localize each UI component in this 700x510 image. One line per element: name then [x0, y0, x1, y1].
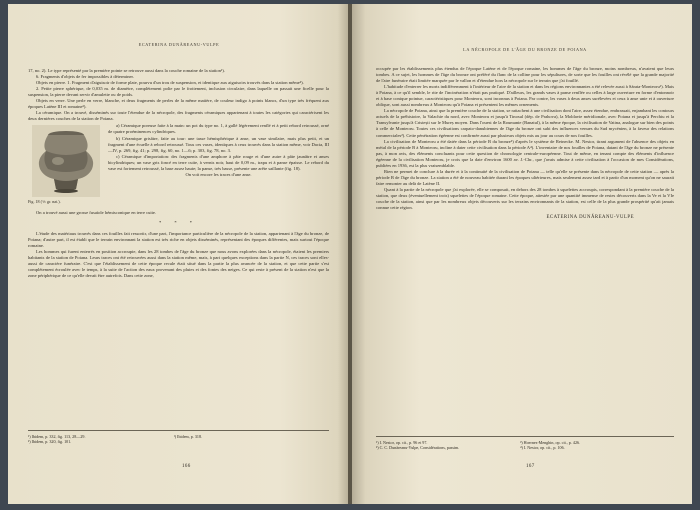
paragraph: On voit encore les traces d'une anse.	[185, 171, 252, 177]
figure-block	[28, 123, 329, 209]
paragraph: Rien ne permet de conclure à la durée et à la continuité de la civilisation de Poiana — telle qu'elle se présente dans la nécropole de cette station — après la période B de l'âge du bronze. La station a été de nouveau habitée durant les époques ultérieures, mais seulement assez tard et à partir d'un moment qu'on ne saurait faire remonter au delà de Latène II.	[376, 168, 674, 186]
paragraph: 17, no. 2). Le type représenté par la première pointe se retrouve aussi dans la couche romaine de la station¹).	[28, 68, 225, 73]
footnotes-right-page	[376, 436, 674, 451]
vessel-figure-image	[32, 125, 100, 197]
footnote: ²) C. C. Dunăreanu-Vulpe, Considérations, passim.	[376, 445, 460, 451]
running-head-right: LA NÉCROPOLE DE L'ÂGE DU BRONZE DE POIANA	[463, 47, 587, 52]
paragraph: a) Céramique poreuse faite à la main: un pot du type no. 1, à gallé légèrement renflé et à petit rebord retroussé, orné de quatre proéminences cylindriques.	[108, 123, 329, 135]
paragraph: On a trouvé aussi une grosse fusaïole hémisconique en terre cuite.	[36, 210, 157, 216]
footnote-column	[174, 434, 318, 439]
paragraph: La céramique. On a trouvé, disséminés sur toute l'étendue de la nécropole, des fragments céramiques appartenant à toutes les catégories qui caractérisent les deux dernières couches de la station de Poiana.	[28, 110, 329, 122]
book-spread	[8, 4, 692, 504]
paragraph: Les hommes qui furent enterrés en position accroupie, dans les 28 tombes de l'âge du bronze que nous avons explorées dans la nécropole, étaient les premiers habitants de la station de Poiana. Leurs traces ont été retrouvées aussi dans la station même, mais, à part quelques exceptions dans la partie N, ces traces sont elles-aussi de caractère funéraire. C'est que l'établissement de cette époque recule était situé dans la partie la plus avancée de la station, et que cette partie s'est complètement écroulée avec le temps, à la suite de l'action des eaux provenant des pluies et des fontes des neiges. Ce qui reste à présent de la station n'est que la zone périphérique de ce qu'elle devait être autrefois. Dans cette zone,	[28, 248, 329, 278]
paragraph: 2. Petite pierre sphérique, de 0,035 m. de diamètre, complètement polie par le frottement, inclusion circulaire, dans laquelle on passait une ficelle pour la suspension, la pierre devant servir d'amulette ou de poids.	[28, 86, 329, 98]
paragraph: Objets en pierre. 1. Fragment d'aiguisoir de forme plate, pourvu d'un trou de suspension, et identique aux aiguisoirs trouvés dans la station même²).	[36, 80, 304, 86]
paragraph: L'habitude d'enterrer les morts indifféremment à l'intérieur de l'aire de la station et dans les régions environnantes a été relevée aussi à Sărata-Monteoru¹). Mais à Poiana, à ce qu'il semble, le rite de l'incinération n'était pas pratiqué. D'ailleurs, les grands vases à panse renflée ou celles à large ouverture en forme d'entonnoir et à base conique pointue, caractéristiques pour Monteoru, sont inconnus à Poiana. Par contre, les vases à deux anses surélevées et ceux à anse unie et à ouverture oblique, sont aussi nombreux à Monteoru qu'à Poiana et présentent les mêmes ornements.	[376, 84, 674, 108]
paragraph: c) Céramique d'importation: des fragments d'une amphore à pâte rouge et d'une autre à pâte jaunâtre et anses bicylindriques; un vase gris foncé en terre cuite, à vernis noir, haut de 0,09 m., trapu et à panse épaisse. Le rebord du vase est fortement retroussé, la base assez haute; la panse, très basse, présente une arête saillante (fig. 18).	[108, 153, 329, 171]
running-head-left: ECATERINA DUNĂREANU-VULPE	[138, 42, 220, 47]
footnote: ²) Ibidem, p. 320, fig. 101.	[28, 439, 72, 445]
paragraph: 6. Fragments d'objets de fer impossibles à déterminer.	[36, 74, 134, 80]
footnotes-left-page	[28, 430, 329, 445]
left-page	[8, 4, 348, 504]
left-text-column	[28, 68, 329, 279]
footnote: ¹) I. Nestor, op. cit., p. 96 et 97.	[376, 440, 428, 445]
footnote-column	[376, 440, 519, 451]
page-number-right: 167	[526, 464, 535, 469]
page-number-left: 166	[182, 464, 191, 469]
right-text-column	[376, 66, 674, 221]
paragraph: La civilisation de Monteoru a été datée dans la période B du bronze³) d'après le système de Reinecke. M. Nestor, tirant argument de l'absence des objets en métal de la période B à Monteoru, incline à dater cette civilisation dans la période A⁴). L'inventaire de nos fouilles de Poiana, datant de l'âge du bronze ne présente pas, à mon avis, des éléments concluants pour cette question de chronologie centrale-européenne. Tout de même, en tenant compte des éléments d'influence égéenne de la civilisation Monteoru, je crois que la date d'environ 1600 av. J.-Chr., que j'avais admise à cette civilisation à l'occasion de mes Considérations, publiées en 1936, est la plus vraisemblable.	[376, 138, 674, 168]
paragraph: L'étude des matériaux trouvés dans ces fouilles fait ressortir, d'une part, l'importance particulière de la nécropole de la station, appartenant à l'âge du bronze, de Poiana; d'autre part, il est établi que le terrain environnant la station est très riche en objets disséminés, représentant des époques différentes, mais surtout l'époque romaine.	[28, 230, 329, 248]
footnote: ³) Hoernes-Menghin, op. cit., p. 426.	[520, 440, 581, 445]
figure-side-text	[108, 123, 329, 177]
paragraph: La nécropole de Poiana, ainsi que la première couche de la station, se rattachent à une civilisation dont l'aire, assez étendue, embrassait, enjambant les contours actuels de la préhistoire, la Valachie du nord, avec Monteoru et jusqu'à Tinosul (dép. de Prahova), la Moldavie méridionale, avec Poiana et jusqu'à Perchiu et la Transylvanie jusqu'à Cristești sur le Mureș moyen. Dans l'ouest de la Roumanie (Banatul), à la même époque, la civilisation de Vatina, analogue sur bien des points à celle de Monteoru. Toutes ces civilisations carpato-danubiennes de l'âge du bronze ont subi des influences venues du Sud mycénien, à la faveur des relations commerciales²). Cette pénétration égéenne est confirmée aussi par plusieurs objets mis au jour au cours de nos fouilles.	[376, 108, 674, 138]
footnote-column	[520, 440, 663, 451]
figure-caption: Fig. 18 (⅗ gr. nat.).	[28, 199, 61, 205]
footnote: ¹) Ibidem, p. 332, fig. 113, 28—29.	[28, 434, 86, 439]
section-separator: * * *	[158, 220, 199, 226]
footnote: ⁴) I. Nestor, op. cit., p. 106.	[520, 445, 565, 451]
author-signature: ECATERINA DUNĂREANU-VULPE	[546, 215, 634, 221]
footnote-column	[28, 434, 172, 445]
paragraph: occupée par les établissements plus étendus de l'époque Latène et de l'époque romaine, les hommes de l'âge du bronze, moins nombreux, n'avaient que leurs tombes. A ce sujet, les hommes de l'âge du bronze ont préféré du flanc de la colline pour les sépultures, de sorte que les fouilles ont révélé que la grande majorité de l'aire funéraire était limitée marquée par le vallon et d'étendue hors la nécropole sur le terrain que j'ai fouillé.	[376, 66, 674, 84]
footnote: ³) Ibidem, p. 318.	[173, 434, 203, 439]
right-page	[352, 4, 692, 504]
paragraph: Quant à la partie de la nécropole que j'ai explorée, elle se composait, en dehors des 28 tombes à squelettes accroupis, correspondant à la première couche de la station, que deux (éventuellement trois) squelettes de l'époque romaine. Cette époque, attestée par une quantité immense de restes découverts dans la Ve et la VIe couche de la station, ainsi que par les nombreux objets découverts sur les terrains environnants de la station, est celle de la plus grande prospérité qu'ait jamais connue cette région.	[376, 186, 674, 211]
paragraph: b) Céramique grisâtre, faite au tour: une tasse hémisphérique à anse, un vase similaire, mais plus petit, et un fragment d'une écuelle à rebord retroussé. Tous ces vases, identiques à ceux trouvés dans la station même, voir Dacia, III—IV, p. 269, fig. 41; p. 298, fig. 60, no. 1—6; p. 303, fig. 78, no. 3.	[108, 135, 329, 153]
paragraph: Objets en verre. Une perle en verre, blanche, et deux fragments de perles de la même matière, de couleur indigo à points blancs, d'un type très fréquent aux époques Latène III et romaine³).	[28, 98, 329, 110]
